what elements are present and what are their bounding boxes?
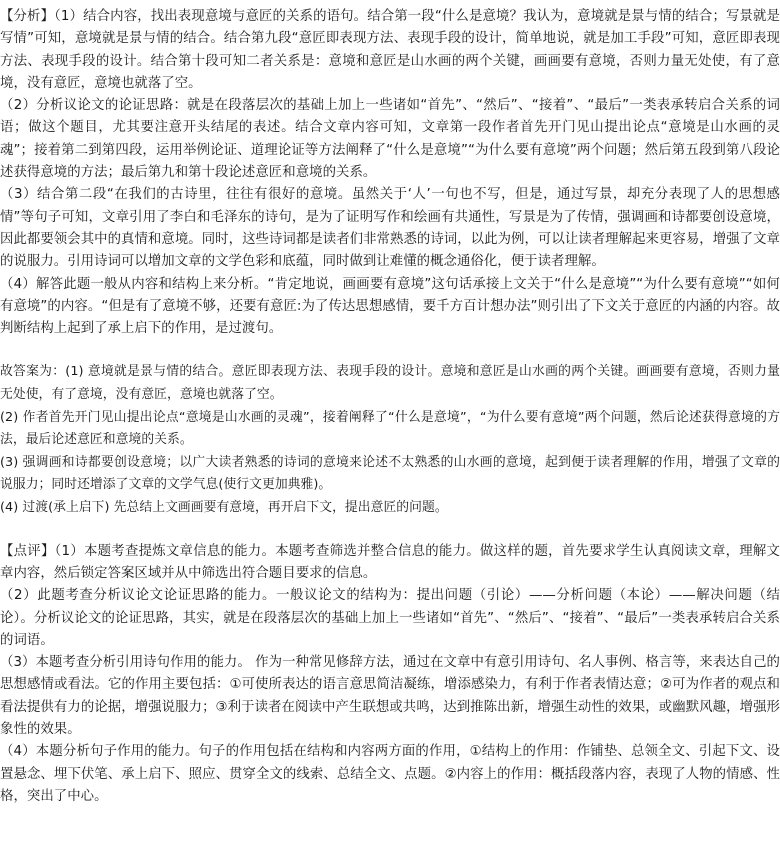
section-spacer <box>0 340 780 361</box>
answer-paragraph-2: (2) 作者首先开门见山提出论点“意境是山水画的灵魂”，接着阐释了“什么是意境”，“为什么要有意境”两个问题，然后论述获得意境的方法，最后论述意匠和意境的关系。 <box>0 409 780 448</box>
analysis-section <box>0 6 780 340</box>
answer-paragraph-1: 故答案为：(1) 意境就是景与情的结合。意匠即表现方法、表现手段的设计。意境和意匠是山水画的两个关键。画画要有意境，否则力量无处使，有了意境，没有意匠，意境也就落了空。 <box>0 364 780 403</box>
analysis-paragraph-1: 【分析】（1）结合内容，找出表现意境与意匠的关系的语句。结合第一段“什么是意境？我认为，意境就是景与情的结合；写景就是写情”可知，意境就是景与情的结合。结合第九段“意匠即表现方法、表现手段的设计，简单地说，就是加工手段”可知，意匠即表现方法、表现手段的设计。结合第十段可知二者关系是：意境和意匠是山水画的两个关键，画画要有意境，否则力量无处使，有了意境，没有意匠，意境也就落了空。 <box>0 9 780 91</box>
section-spacer <box>0 520 780 541</box>
answer-paragraph-4: (4) 过渡(承上启下) 先总结上文画画要有意境，再开启下文，提出意匠的问题。 <box>0 500 448 516</box>
answers-section <box>0 361 780 519</box>
analysis-paragraph-3: （3）结合第二段“在我们的古诗里，往往有很好的意境。虽然关于‘人’一句也不写，但是，通过写景，却充分表现了人的思想感情”等句子可知，文章引用了李白和毛泽东的诗句，是为了证明写作和绘画有共通性，写景是为了传情，强调画和诗都要创设意境，因此都要领会其中的真情和意境。同时，这些诗词都是读者们非常熟悉的诗词，以此为例，可以让读者理解起来更容易，增强了文章的说服力。引用诗词可以增加文章的文学色彩和底蕴，同时做到让难懂的概念通俗化，便于读者理解。 <box>0 187 780 270</box>
review-paragraph-4: （4）本题分析句子作用的能力。句子的作用包括在结构和内容两方面的作用，①结构上的作用：作铺垫、总领全文、引起下文、设置悬念、埋下伏笔、承上启下、照应、贯穿全文的线索、总结全文、点题。②内容上的作用：概括段落内容，表现了人物的情感、性格，突出了中心。 <box>0 744 780 804</box>
review-paragraph-2: （2）此题考查分析议论文论证思路的能力。一般议论文的结构为：提出问题（引论）——分析问题（本论）——解决问题（结论）。分析议论文的论证思路，其实，就是在段落层次的基础上加上一些诸如“首先”、“然后”、“接着”、“最后”一类表承转启合关系的词语。 <box>0 588 780 648</box>
review-paragraph-1: 【点评】（1）本题考查提炼文章信息的能力。本题考查筛选并整合信息的能力。做这样的题，首先要求学生认真阅读文章，理解文章内容，然后锁定答案区域并从中筛选出符合题目要求的信息。 <box>0 543 780 581</box>
analysis-paragraph-2: （2）分析议论文的论证思路：就是在段落层次的基础上加上一些诸如“首先”、“然后”、“接着”、“最后”一类表承转启合关系的词语；做这个题目，尤其要注意开头结尾的表述。结合文章内容可知，文章第一段作者首先开门见山提出论点“意境是山水画的灵魂”；接着第二到第四段，运用举例论证、道理论证等方法阐释了“什么是意境”“为什么要有意境”两个问题；然后第五段到第八段论述获得意境的方法；最后第九和第十段论述意匠和意境的关系。 <box>0 98 780 181</box>
review-paragraph-3: （3）本题考查分析引用诗句作用的能力。 作为一种常见修辞方法，通过在文章中有意引用诗句、名人事例、格言等，来表达自己的思想感情或看法。它的作用主要包括：①可使所表达的语言意思简洁凝练，增添感染力，有利于作者表情达意；②可为作者的观点和看法提供有力的论据，增强说服力；③利于读者在阅读中产生联想或共鸣，达到推陈出新，增强生动性的效果，或幽默风趣，增强形象性的效果。 <box>0 655 780 737</box>
review-section <box>0 541 780 809</box>
answer-paragraph-3: (3) 强调画和诗都要创设意境；以广大读者熟悉的诗词的意境来论述不太熟悉的山水画的意境，起到便于读者理解的作用，增强了文章的说服力；同时还增添了文章的文学气息(使行文更加典雅)。 <box>0 454 780 493</box>
analysis-paragraph-4: （4）解答此题一般从内容和结构上来分析。“肯定地说，画画要有意境”这句话承接上文关于“什么是意境”“为什么要有意境”“如何有意境”的内容。“但是有了意境不够，还要有意匠:为了传达思想感情，要千方百计想办法”则引出了下文关于意匠的内涵的内容。故判断结构上起到了承上启下的作用，是过渡句。 <box>0 276 780 337</box>
